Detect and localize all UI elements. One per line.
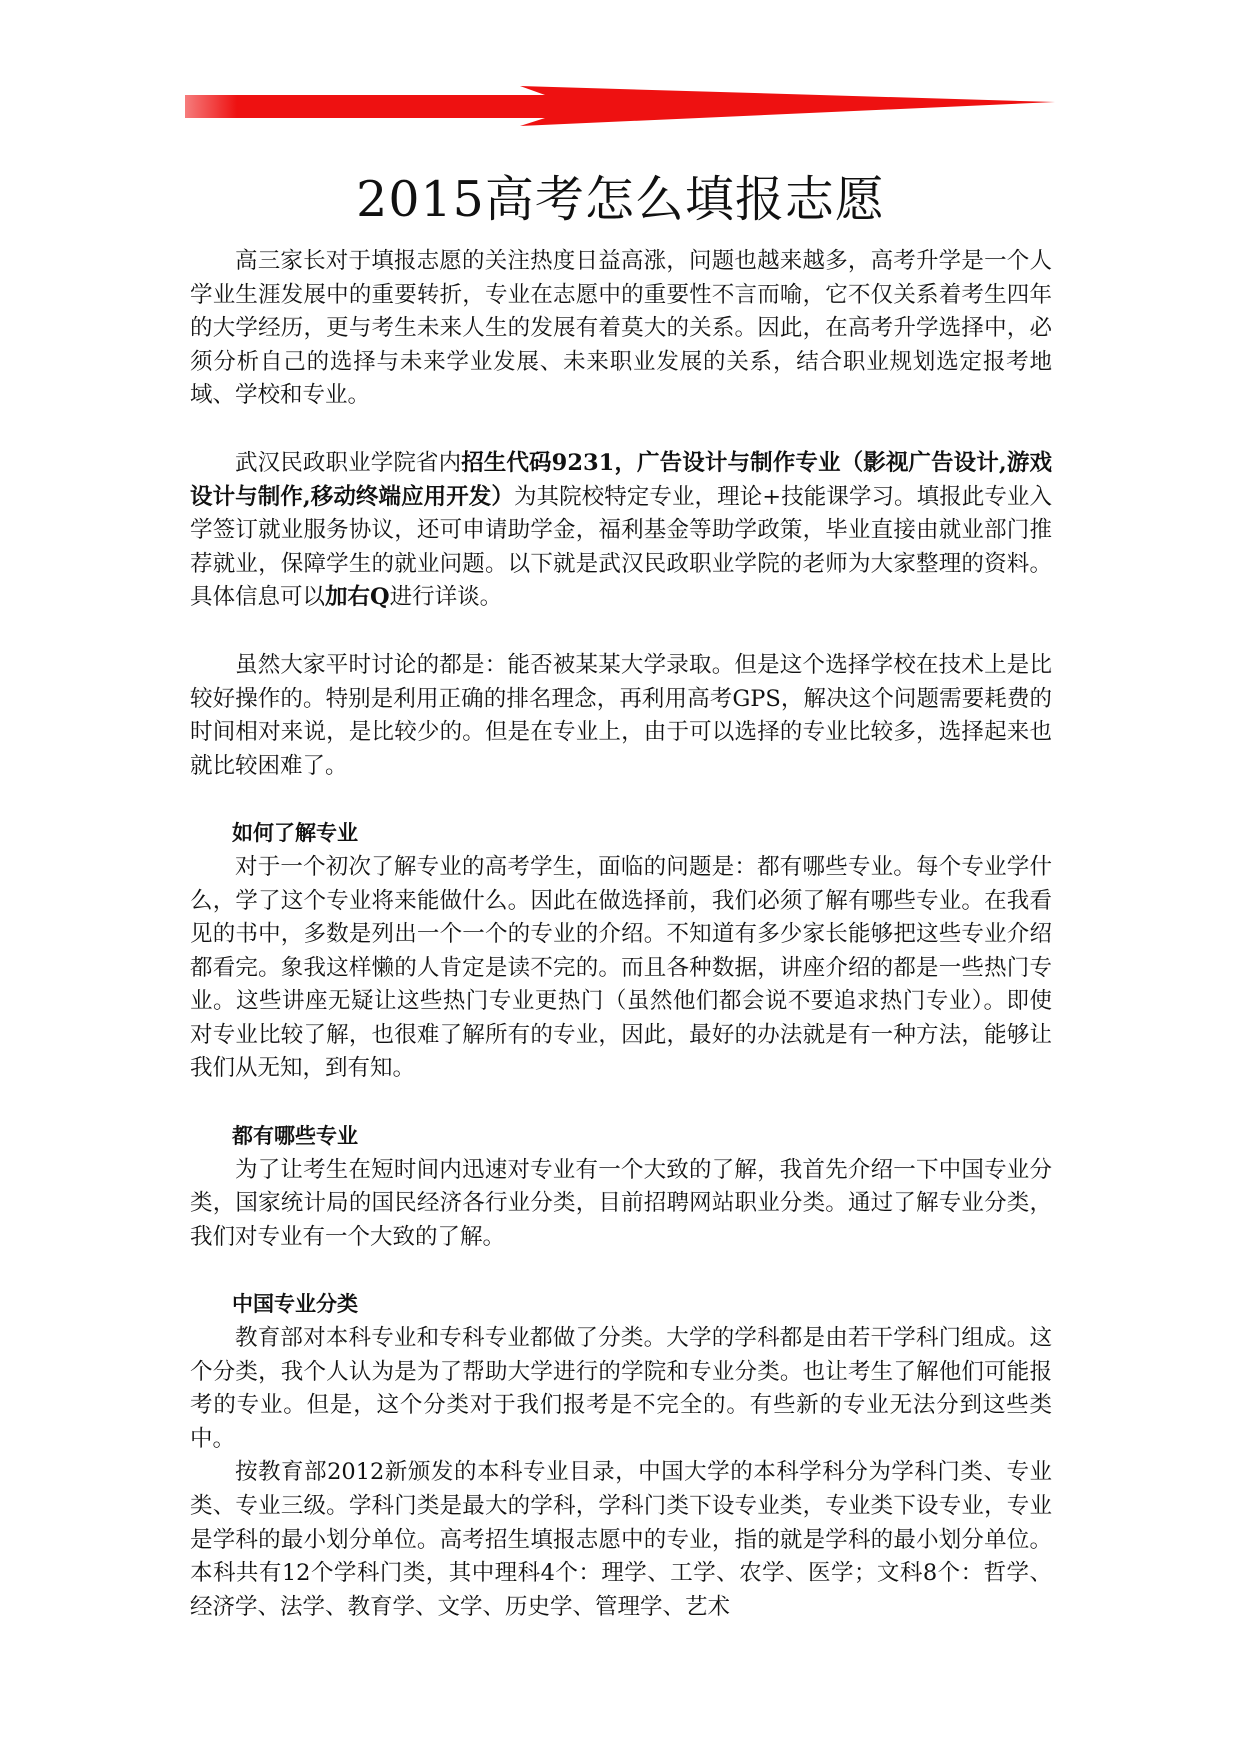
college-text-c: 为其院校特定专业，理论+技能课学习。填报此专业入学签订就业服务协议，还可申请助学金，福利基金等助学政策，毕业直接由就业部门推荐就业，保障学生的就业问题。以下就是武汉民政职业学院的老师为大家整理的资料。具体信息可以 (190, 483, 1052, 611)
college-paragraph (190, 447, 1052, 615)
heading-what-majors: 都有哪些专业 (232, 1124, 358, 1149)
selection-paragraph: 虽然大家平时讨论的都是：能否被某某大学录取。但是这个选择学校在技术上是比较好操作的。特别是利用正确的排名理念，再利用高考GPS，解决这个问题需要耗费的时间相对来说，是比较少的。但是在专业上，由于可以选择的专业比较多，选择起来也就比较困难了。 (190, 651, 1052, 779)
contact-qq-bold: 加右Q (325, 584, 390, 611)
understand-paragraph: 对于一个初次了解专业的高考学生，面临的问题是：都有哪些专业。每个专业学什么，学了这个专业将来能做什么。因此在做选择前，我们必须了解有哪些专业。在我看见的书中，多数是列出一个一个的专业的介绍。不知道有多少家长能够把这些专业介绍都看完。象我这样懒的人肯定是读不完的。而且各种数据，讲座介绍的都是一些热门专业。这些讲座无疑让这些热门专业更热门（虽然他们都会说不要追求热门专业）。即使对专业比较了解，也很难了解所有的专业，因此，最好的办法就是有一种方法，能够让我们从无知，到有知。 (190, 853, 1052, 1082)
red-arrow-banner (185, 86, 1055, 126)
catalog-paragraph: 按教育部2012新颁发的本科专业目录，中国大学的本科学科分为学科门类、专业类、专业三级。学科门类是最大的学科，学科门类下设专业类，专业类下设专业，专业是学科的最小划分单位。高考招生填报志愿中的专业，指的就是学科的最小划分单位。本科共有12个学科门类，其中理科4个：理学、工学、农学、医学；文科8个：哲学、经济学、法学、教育学、文学、历史学、管理学、艺术 (190, 1459, 1052, 1620)
college-text-bold: 招生代码9231，广告设计与制作专业（影视广告设计,游戏设计与制作,移动终端应用开发） (190, 449, 1052, 510)
college-text-a: 武汉民政职业学院省内 (235, 449, 462, 476)
heading-how-to-understand: 如何了解专业 (232, 821, 358, 846)
intro-paragraph: 高三家长对于填报志愿的关注热度日益高涨，问题也越来越多，高考升学是一个人学业生涯发展中的重要转折，专业在志愿中的重要性不言而喻，它不仅关系着考生四年的大学经历，更与考生未来人生的发展有着莫大的关系。因此，在高考升学选择中，必须分析自己的选择与未来学业发展、未来职业发展的关系，结合职业规划选定报考地域、学校和专业。 (190, 248, 1052, 409)
majors-paragraph: 为了让考生在短时间内迅速对专业有一个大致的了解，我首先介绍一下中国专业分类，国家统计局的国民经济各行业分类，目前招聘网站职业分类。通过了解专业分类，我们对专业有一个大致的了解。 (190, 1156, 1052, 1250)
arrow-shape (185, 86, 1055, 126)
page-title: 2015高考怎么填报志愿 (356, 171, 885, 228)
college-text-e: 进行详谈。 (389, 584, 503, 611)
article-body (190, 245, 1052, 1624)
classification-paragraph: 教育部对本科专业和专科专业都做了分类。大学的学科都是由若干学科门组成。这个分类，我个人认为是为了帮助大学进行的学院和专业分类。也让考生了解他们可能报考的专业。但是，这个分类对于我们报考是不完全的。有些新的专业无法分到这些类中。 (190, 1325, 1052, 1452)
heading-china-classification: 中国专业分类 (232, 1292, 358, 1317)
